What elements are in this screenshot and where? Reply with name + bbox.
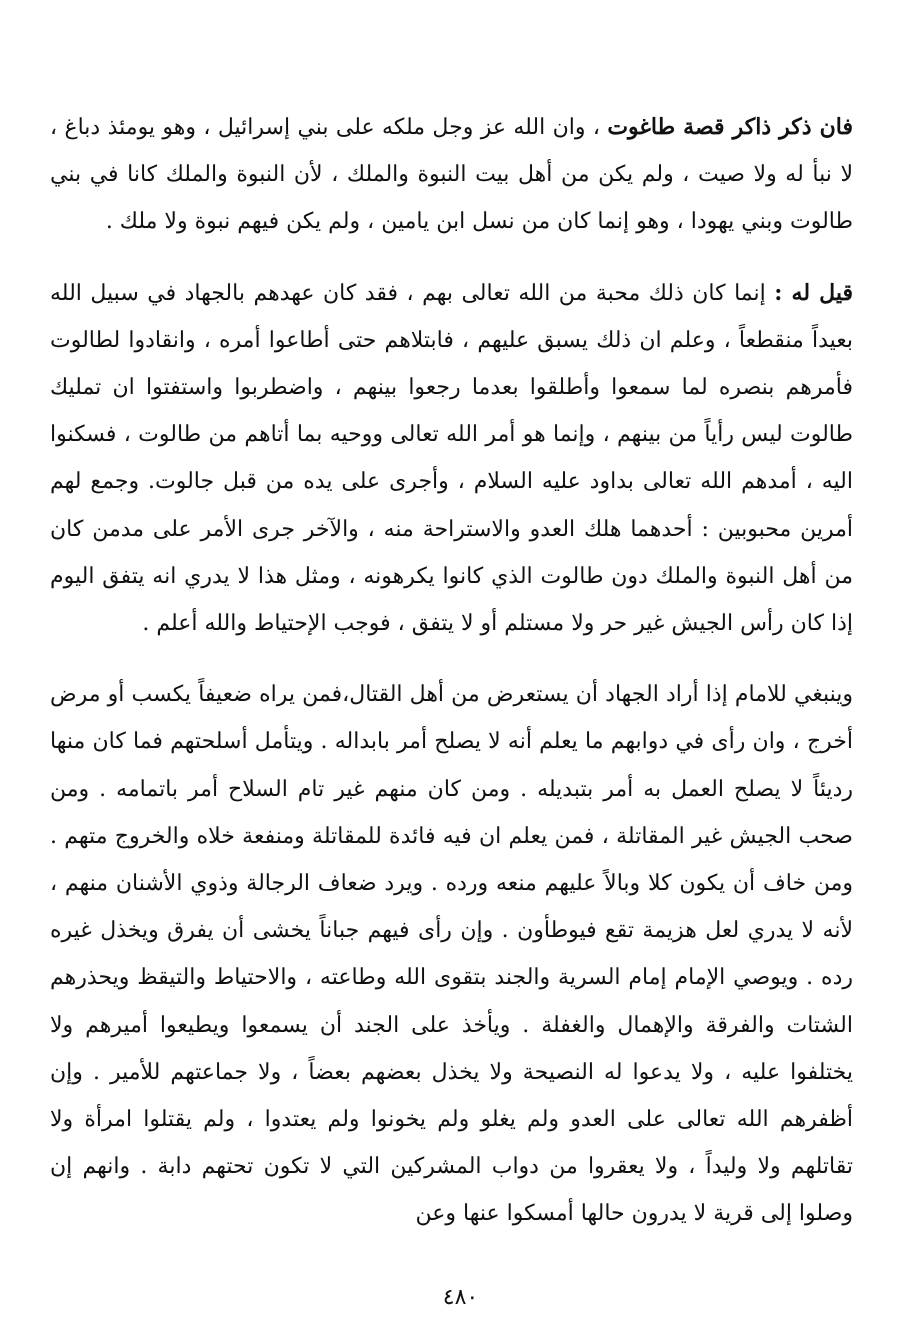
paragraph-text: ، وان الله عز وجل ملكه على بني إسرائيل ، وهو يومئذ دباغ ، لا نبأ له ولا صيت ، ولم يكن من أهل بيت النبوة والملك ، لأن النبوة والملك كانا في بني طالوت وبني يهودا ، وهو إنما كان من نسل ابن يامين ، ولم يكن فيهم نبوة ولا ملك . <box>50 115 853 235</box>
paragraph-text: وينبغي للامام إذا أراد الجهاد أن يستعرض من أهل القتال،فمن يراه ضعيفاً يكسب أو مرض أخرج ، وان رأى في دوابهم ما يعلم أنه لا يصلح أمر بابداله . ويتأمل أسلحتهم فما كان منها رديئاً لا يصلح العمل به أمر بتبديله . ومن كان منهم غير تام السلاح أمر باتمامه . ومن صحب الجيش غير المقاتلة ، فمن يعلم ان فيه فائدة للمقاتلة ومنفعة خلاه والخروج متهم . ومن خاف أن يكون كلا وبالاً عليهم منعه ورده . ويرد ضعاف الرجالة وذوي الأشنان منهم ، لأنه لا يدري لعل هزيمة تقع فيوطأون . وإن رأى فيهم جباناً يخشى أن يفرق ويخذل غيره رده . ويوصي الإمام إمام السرية والجند بتقوى الله وطاعته ، والاحتياط والتيقظ ويحذرهم الشتات والفرقة والإهمال والغفلة . ويأخذ على الجند أن يسمعوا ويطيعوا أميرهم ولا يختلفوا عليه ، ولا يدعوا له النصيحة ولا يخذل بعضهم بعضاً ، ولا جماعتهم للأمير . وإن أظفرهم الله تعالى على العدو ولم يغلو ولم يخونوا ولم يعتدوا ، ولم يقتلوا امرأة ولا تقاتلهم ولا وليداً ، ولا يعقروا من دواب المشركين التي لا تكون تحتهم دابة . وانهم إن وصلوا إلى قرية لا يدرون حالها أمسكوا عنها وعن <box>50 682 853 1227</box>
paragraph-lead: قيل له : <box>774 279 853 306</box>
page-number: ٤٨٠ <box>442 1285 479 1310</box>
paragraph-2 <box>50 270 853 648</box>
paragraph-lead: فان ذكر ذاكر قصة طاغوت <box>607 114 853 140</box>
paragraph-3 <box>50 671 853 1237</box>
paragraph-text: إنما كان ذلك محبة من الله تعالى بهم ، فقد كان عهدهم بالجهاد في سبيل الله بعيداً منقطعاً ، وعلم ان ذلك يسبق عليهم ، فابتلاهم حتى أطاعوا أمره ، وانقادوا لطالوت فأمرهم بنصره لما سمعوا وأطلقوا بعدما رجعوا بينهم ، واضطربوا واستفتوا ان تمليك طالوت ليس رأياً من بينهم ، وإنما هو أمر الله تعالى ووحيه بما أتاهم من طالوت ، فسكنوا اليه ، أمدهم الله تعالى بداود عليه السلام ، وأجرى على يده من قبل جالوت. وجمع لهم أمرين محبوبين : أحدهما هلك العدو والاستراحة منه ، والآخر جرى الأمر على مدمن كان من أهل النبوة والملك دون طالوت الذي كانوا يكرهونه ، ومثل هذا لا يدري انه يتفق اليوم إذا كان رأس الجيش غير حر ولا مستلم أو لا يتفق ، فوجب الإحتياط والله أعلم . <box>50 280 853 637</box>
paragraph-1 <box>50 104 853 246</box>
